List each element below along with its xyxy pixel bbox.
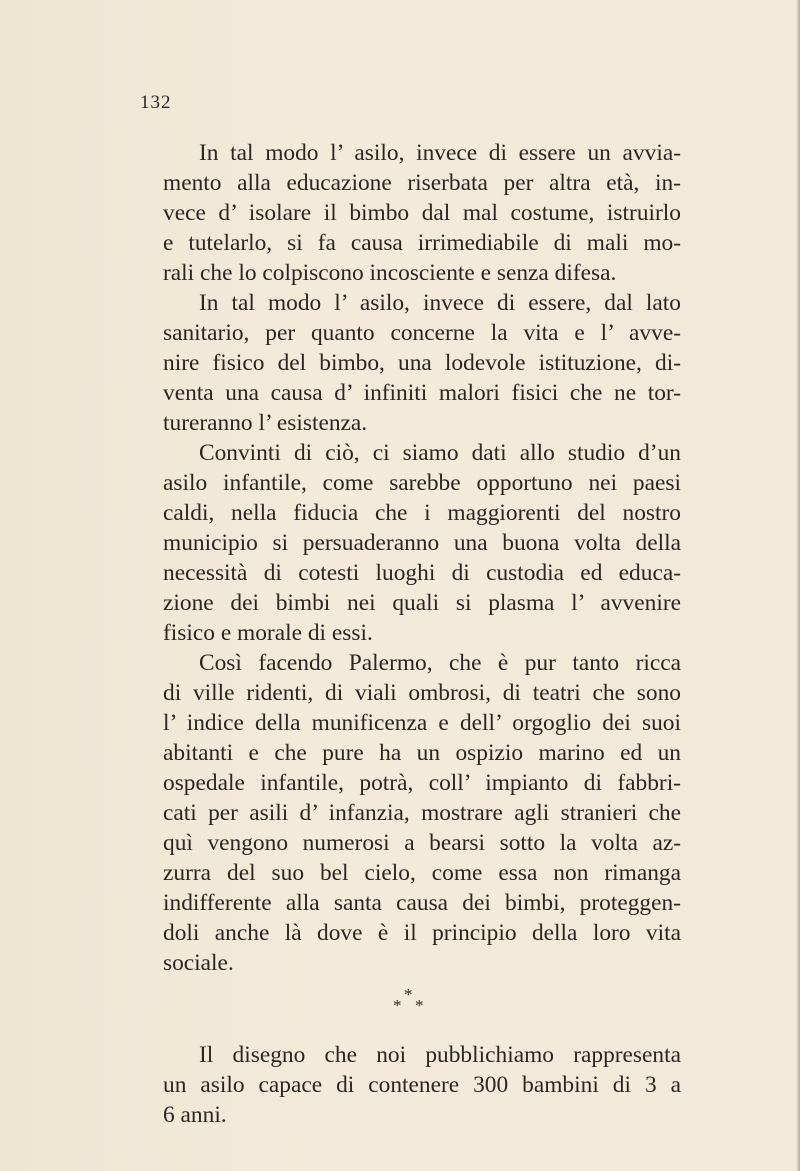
paragraph-4: [163, 648, 681, 978]
page-edge-shadow: [796, 0, 800, 1171]
text-line: 6 anni.: [163, 1102, 227, 1128]
text-line: venta una causa d’ infiniti malori fisici che ne tor-: [163, 380, 681, 406]
text-line: fisico e morale di essi.: [163, 620, 373, 646]
text-line: asilo infantile, come sarebbe opportuno nei paesi: [163, 470, 681, 496]
asterism: [393, 986, 433, 1026]
text-line: Così facendo Palermo, che è pur tanto ricca: [199, 650, 681, 676]
text-line: abitanti e che pure ha un ospizio marino ed un: [163, 740, 681, 766]
text-line: doli anche là dove è il principio della loro vita: [163, 920, 681, 946]
text-line: mento alla educazione riserbata per altra età, in-: [163, 170, 681, 196]
body-text: [163, 138, 681, 1130]
paragraph-1: [163, 138, 681, 288]
text-line: In tal modo l’ asilo, invece di essere, dal lato: [199, 290, 681, 316]
text-line: municipio si persuaderanno una buona volta della: [163, 530, 681, 556]
text-line: tureranno l’ esistenza.: [163, 410, 368, 436]
text-line: rali che lo colpiscono incosciente e senza difesa.: [163, 260, 617, 286]
text-line: sociale.: [163, 950, 234, 976]
text-line: vece d’ isolare il bimbo dal mal costume, istruirlo: [163, 200, 681, 226]
asterisk: *: [404, 985, 413, 1004]
paragraph-2: [163, 288, 681, 438]
text-line: zurra del suo bel cielo, come essa non rimanga: [163, 860, 681, 886]
text-line: indifferente alla santa causa dei bimbi, proteggen-: [163, 890, 681, 916]
text-line: ospedale infantile, potrà, coll’ impianto di fabbri-: [163, 770, 681, 796]
text-line: necessità di cotesti luoghi di custodia ed educa-: [163, 560, 681, 586]
paragraph-3: [163, 438, 681, 648]
text-line: Convinti di ciò, ci siamo dati allo studio d’un: [199, 440, 681, 466]
text-line: l’ indice della munificenza e dell’ orgoglio dei suoi: [163, 710, 681, 736]
text-line: di ville ridenti, di viali ombrosi, di teatri che sono: [163, 680, 681, 706]
page-number: 132: [140, 92, 172, 113]
text-line: zione dei bimbi nei quali si plasma l’ avvenire: [163, 590, 681, 616]
text-line: nire fisico del bimbo, una lodevole istituzione, di-: [163, 350, 681, 376]
asterisk: *: [415, 996, 424, 1015]
paragraph-5: [163, 1040, 681, 1130]
text-line: sanitario, per quanto concerne la vita e l’ avve-: [163, 320, 681, 346]
text-line: un asilo capace di contenere 300 bambini di 3 a: [163, 1072, 681, 1098]
text-line: In tal modo l’ asilo, invece di essere un avvia-: [199, 140, 681, 166]
section-separator: [163, 978, 681, 1040]
text-line: e tutelarlo, si fa causa irrimediabile di mali mo-: [163, 230, 681, 256]
asterisk: *: [393, 996, 402, 1015]
text-line: cati per asili d’ infanzia, mostrare agli stranieri che: [163, 800, 681, 826]
text-line: caldi, nella fiducia che i maggiorenti del nostro: [163, 500, 681, 526]
text-line: Il disegno che noi pubblichiamo rappresenta: [199, 1042, 681, 1068]
text-line: quì vengono numerosi a bearsi sotto la volta az-: [163, 830, 681, 856]
